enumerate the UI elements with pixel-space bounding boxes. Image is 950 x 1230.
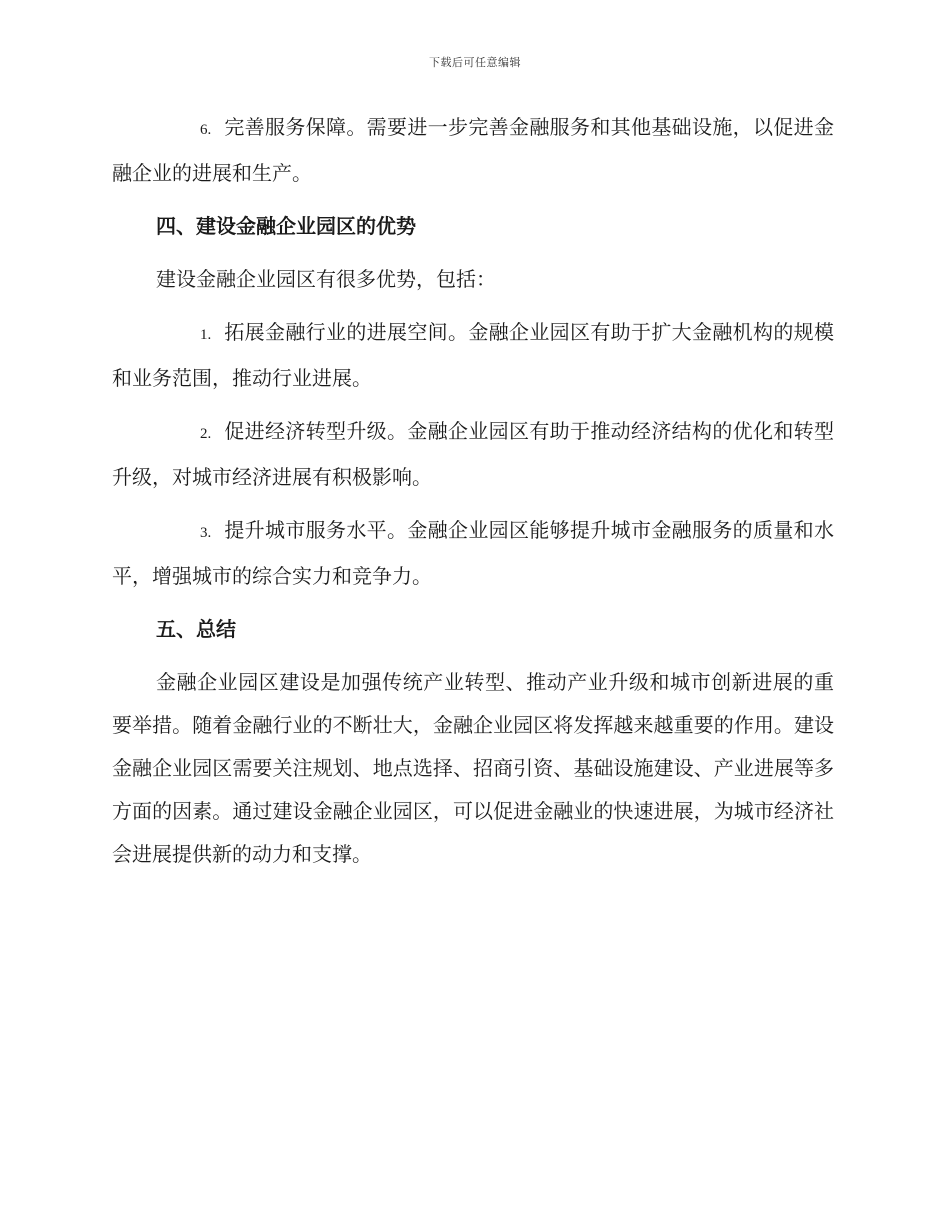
summary-paragraph: 金融企业园区建设是加强传统产业转型、推动产业升级和城市创新进展的重要举措。随着金融行业的不断壮大，金融企业园区将发挥越来越重要的作用。建设金融企业园区需要关注规划、地点选择、招商引资、基础设施建设、产业进展等多方面的因素。通过建设金融企业园区，可以促进金融业的快速进展，为城市经济社会进展提供新的动力和支撑。: [112, 670, 834, 866]
list-number: 1.: [200, 327, 212, 343]
section-heading-4: 四、建设金融企业园区的优势: [156, 214, 416, 238]
list-number: 6.: [200, 122, 212, 138]
list-text: 完善服务保障。需要进一步完善金融服务和其他基础设施，以促进金融企业的进展和生产。: [112, 115, 834, 185]
list-item-3: [112, 509, 834, 598]
list-number: 2.: [200, 426, 212, 442]
list-number: 3.: [200, 525, 212, 541]
page-header: 下载后可任意编辑: [429, 56, 521, 69]
list-text: 拓展金融行业的进展空间。金融企业园区有助于扩大金融机构的规模和业务范围，推动行业进展。: [112, 320, 834, 390]
section-intro: 建设金融企业园区有很多优势，包括：: [156, 267, 496, 291]
list-item-2: [112, 410, 834, 499]
list-text: 提升城市服务水平。金融企业园区能够提升城市金融服务的质量和水平，增强城市的综合实力和竞争力。: [112, 518, 834, 588]
list-item-1: [112, 311, 834, 400]
document-body: [112, 106, 834, 886]
list-text: 促进经济转型升级。金融企业园区有助于推动经济结构的优化和转型升级，对城市经济进展有积极影响。: [112, 419, 834, 489]
list-item-6: [112, 106, 834, 195]
section-heading-5: 五、总结: [156, 617, 236, 641]
